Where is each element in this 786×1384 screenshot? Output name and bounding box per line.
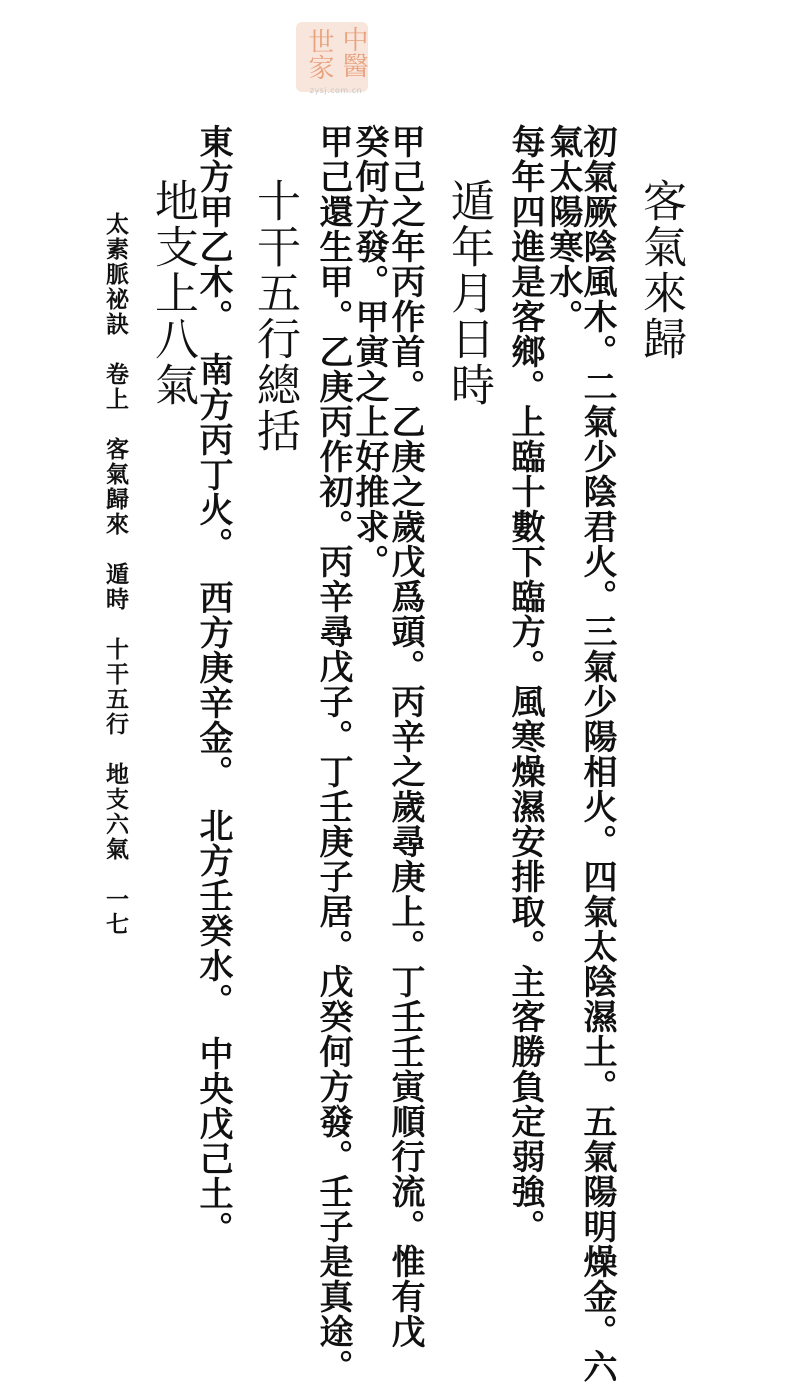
heading-dun-nian-yue-ri-shi: 遁年月日時 bbox=[443, 178, 494, 408]
page-footer: 太素脈祕訣 卷上 客氣歸來 遁時 十干五行 地支六氣 一七 bbox=[102, 212, 129, 937]
heading-ke-qi-lai-gui: 客氣來歸 bbox=[635, 178, 686, 362]
text-line-6: 甲己還生甲。乙庚丙作初。丙辛尋戊子。丁壬庚子居。戊癸何方發。壬子是真途。 bbox=[313, 124, 353, 1384]
text-line-1: 初氣厥陰風木。二氣少陰君火。三氣少陽相火。四氣太陰濕土。五氣陽明燥金。六 bbox=[577, 124, 617, 1384]
text-line-2: 氣太陽寒水。 bbox=[543, 124, 583, 334]
text-line-4: 甲己之年丙作首。乙庚之歲戊爲頭。丙辛之歲尋庚上。丁壬壬寅順行流。惟有戊 bbox=[385, 124, 425, 1349]
watermark-url: zysj.com.cn bbox=[309, 86, 363, 95]
watermark-char-right bbox=[334, 26, 366, 86]
watermark-char-jia: 家 bbox=[304, 54, 334, 80]
watermark-char-shi: 世 bbox=[304, 28, 334, 54]
watermark-char-yi: 醫 bbox=[338, 52, 368, 78]
watermark-char-left bbox=[300, 28, 332, 84]
heading-di-zhi-liu-qi: 地支上八氣 bbox=[147, 178, 198, 408]
heading-shi-gan-wu-xing: 十干五行總括 bbox=[249, 178, 300, 454]
text-line-5: 癸何方發。甲寅之上好推求。 bbox=[349, 124, 389, 579]
text-line-3: 每年四進是客鄉。上臨十數下臨方。風寒燥濕安排取。主客勝負定弱強。 bbox=[505, 124, 545, 1244]
watermark-char-zhong: 中 bbox=[338, 26, 368, 52]
text-line-7: 東方甲乙木。 南方丙丁火。 西方庚辛金。 北方壬癸水。 中央戊己土。 bbox=[193, 124, 233, 1246]
